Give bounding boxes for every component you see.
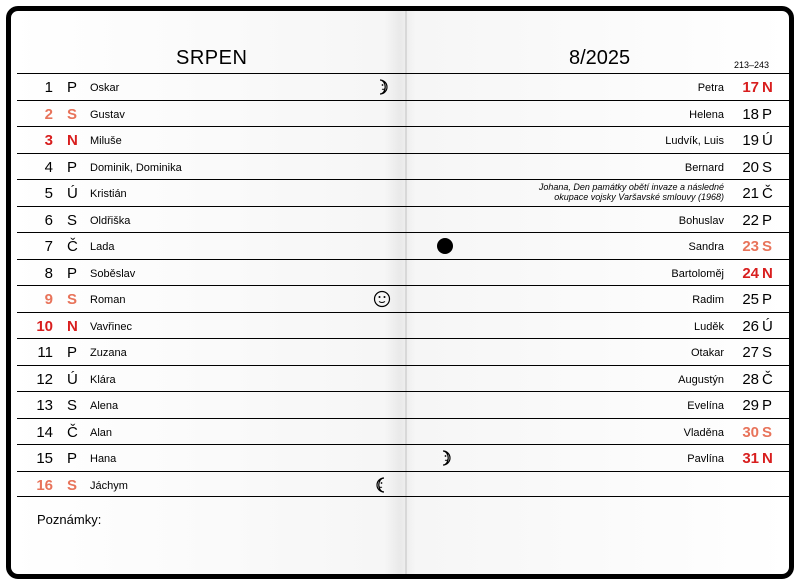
day-of-week: S [67,105,78,123]
calendar-row [17,444,794,471]
last-quarter-moon-icon [373,476,391,494]
day-number: 14 [36,423,53,441]
name-day: Bohuslav [678,214,724,227]
name-day: Ludvík, Luis [665,135,724,147]
calendar-row [17,391,794,418]
day-number: 10 [36,317,53,335]
day-number: 26 [742,317,759,335]
day-of-week: P [762,397,773,414]
day-of-week: Ú [762,317,773,335]
day-of-week: P [67,264,78,282]
calendar-row [17,100,794,127]
calendar-row [17,126,794,153]
name-day: Hana [90,453,117,465]
day-of-week: N [67,132,78,149]
name-day: Bernard [684,161,724,174]
name-day: Dominik, Dominika [90,161,182,174]
name-day: Alan [90,426,113,439]
day-number: 24 [742,264,759,282]
day-number: 16 [36,476,53,494]
name-day: Evelína [687,400,724,412]
day-number: 11 [37,344,53,361]
calendar-row [17,338,794,365]
day-of-week: P [762,211,773,229]
full-moon-icon [373,290,391,308]
name-day: Oldřiška [90,214,131,227]
day-number: 8 [44,264,53,282]
day-of-week: S [67,397,78,414]
calendar-row [17,312,794,339]
name-day: Zuzana [90,347,127,359]
name-day: Alena [90,400,119,412]
day-of-week: S [67,211,78,229]
day-number: 18 [742,105,759,123]
month-title: SRPEN [176,47,248,69]
name-day: Jáchym [90,479,128,492]
day-of-week: P [67,158,78,176]
holiday-note-line: okupace vojsky Varšavské smlouvy (1968) [554,192,724,202]
day-number: 3 [44,132,53,149]
day-of-week: Ú [762,132,773,149]
day-of-week: Č [762,185,773,202]
day-number: 22 [742,211,759,229]
calendar-rows [17,73,794,497]
day-number: 9 [44,291,53,308]
name-day: Otakar [690,347,724,359]
day-number: 19 [742,132,759,149]
day-number: 25 [742,291,759,308]
day-of-week: S [67,476,78,494]
day-number: 20 [742,158,759,176]
day-number: 30 [742,423,759,441]
day-of-week: S [762,238,773,255]
calendar-row [17,365,794,392]
name-day: Vavřinec [90,320,132,333]
day-of-week: Ú [67,185,78,202]
day-number: 13 [36,397,53,414]
day-number: 15 [36,450,53,467]
calendar-row [17,153,794,180]
new-moon-icon [436,237,454,255]
day-number: 31 [742,450,759,467]
day-of-week: P [762,105,773,123]
day-number: 5 [44,185,53,202]
name-day: Vladěna [683,426,724,439]
calendar-row [17,206,794,233]
day-number: 27 [742,344,759,361]
first-quarter-moon-icon [436,449,454,467]
day-of-week: S [762,423,773,441]
day-of-week: N [762,79,773,96]
day-of-week: P [762,291,773,308]
name-day: Helena [689,108,724,121]
day-of-week: N [762,264,773,282]
name-day: Roman [90,294,126,306]
name-day: Petra [697,82,724,94]
name-day: Miluše [90,135,122,147]
day-of-week: Ú [67,370,78,388]
day-of-week: P [67,79,78,96]
day-number: 4 [44,158,53,176]
day-of-week: S [762,344,773,361]
day-of-week: S [67,291,78,308]
day-number: 21 [742,185,759,202]
day-number: 1 [44,79,53,96]
day-of-week: P [67,450,78,467]
calendar-page [6,6,794,579]
day-number: 7 [44,238,53,255]
day-of-year-range: 213–243 [734,60,770,70]
day-number: 12 [36,370,53,388]
name-day: Luděk [694,320,724,333]
holiday-note-line: Johana, Den památky obětí invaze a následné [538,182,724,192]
name-day: Bartoloměj [671,267,724,280]
name-day: Gustav [90,108,125,121]
day-of-week: Č [67,423,78,441]
first-quarter-moon-icon [373,78,391,96]
day-of-week: Č [67,238,78,255]
notes-label: Poznámky: [37,512,102,527]
day-number: 6 [44,211,53,229]
day-number: 2 [44,105,53,123]
name-day: Soběslav [90,267,136,280]
name-day: Klára [90,373,116,386]
day-of-week: N [67,317,78,335]
day-of-week: Č [762,370,773,388]
name-day: Augustýn [678,373,724,386]
day-of-week: S [762,158,773,176]
day-number: 29 [742,397,759,414]
name-day: Sandra [688,241,724,253]
calendar-row [17,73,794,100]
name-day: Radim [692,294,724,306]
calendar-row [17,471,794,498]
day-number: 23 [742,238,759,255]
holiday-note [434,182,724,202]
day-of-week: N [762,450,773,467]
day-number: 28 [742,370,759,388]
name-day: Pavlína [687,453,724,465]
calendar-row [17,285,794,312]
day-number: 17 [742,79,759,96]
name-day: Oskar [90,82,120,94]
period-title: 8/2025 [569,47,631,69]
calendar-row [17,179,794,206]
day-of-week: P [67,344,78,361]
calendar-row [17,418,794,445]
name-day: Kristián [90,188,127,200]
calendar-row [17,259,794,286]
calendar-row [17,232,794,259]
name-day: Lada [90,241,115,253]
